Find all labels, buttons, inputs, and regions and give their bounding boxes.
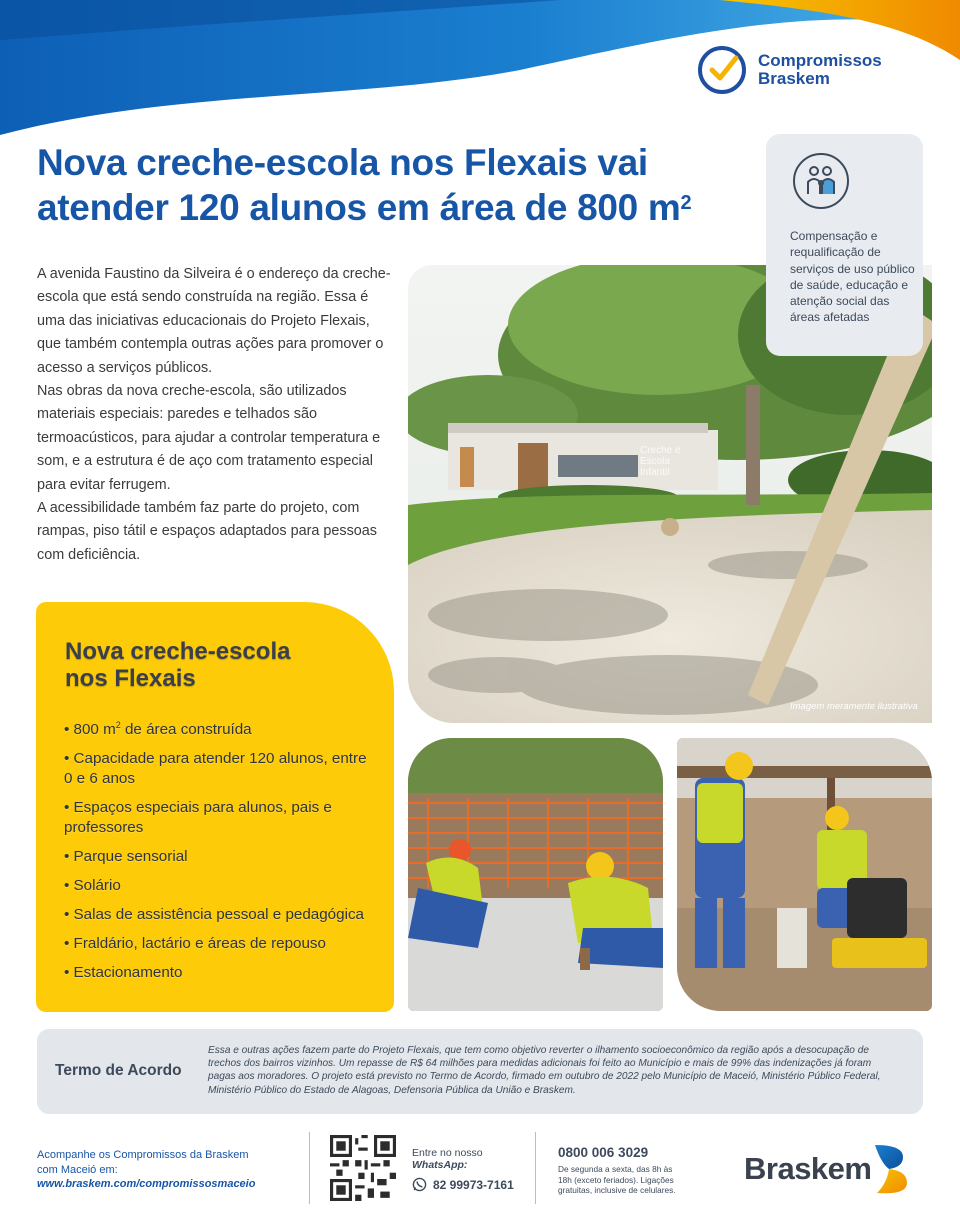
phone-hours: De segunda a sexta, das 8h às 18h (exceto feriados). Ligações gratuitas, inclusive de celulares. bbox=[558, 1164, 676, 1195]
footer-follow bbox=[37, 1148, 255, 1192]
image-caption: Imagem meramente ilustrativa bbox=[790, 701, 918, 712]
follow-line-2: com Maceió em: bbox=[37, 1163, 118, 1176]
photo-shape bbox=[847, 878, 907, 938]
photo-shape bbox=[825, 806, 849, 830]
feature-item: • Solário bbox=[64, 877, 121, 895]
whatsapp-label-1: Entre no nosso bbox=[412, 1147, 483, 1159]
photo-shape bbox=[695, 898, 717, 968]
badge-line-1: Compromissos bbox=[758, 51, 882, 70]
checkmark-circle-icon bbox=[696, 44, 748, 96]
workers-photo-left bbox=[408, 738, 663, 1011]
title-text: Nova creche-escola nos Flexais vai atender 120 alunos em área de 800 m bbox=[37, 142, 681, 228]
features-title-line-2: nos Flexais bbox=[65, 665, 196, 692]
body-paragraph-1: A avenida Faustino da Silveira é o endereço da creche-escola que está sendo construída na região. Essa é uma das iniciativas educacionais do Projeto Flexais, que também contempla outras ações para promover o acesso a serviços públicos. bbox=[37, 266, 391, 376]
title-superscript: 2 bbox=[680, 192, 692, 214]
phone-contact bbox=[558, 1145, 678, 1196]
feature-item: • Parque sensorial bbox=[64, 848, 188, 866]
website-link[interactable]: www.braskem.com/compromissosmaceio bbox=[37, 1178, 256, 1190]
follow-line-1: Acompanhe os Compromissos da Braskem bbox=[37, 1149, 249, 1161]
features-card bbox=[36, 602, 394, 1012]
braskem-logo-mark-icon bbox=[873, 1143, 911, 1195]
badge-line-2: Braskem bbox=[758, 69, 830, 88]
svg-text:Escola: Escola bbox=[640, 456, 671, 467]
family-group-icon bbox=[792, 152, 850, 210]
agreement-note: Essa e outras ações fazem parte do Projeto Flexais, que tem como objetivo reverter o ilhamento socioeconômico da região após a desocupação de trechos dos bairros vizinhos. Um repasse de R$ 64 milhões para medidas adicionais foi feito ao Município e mais de 99% das indenizações já foram pagas aos moradores. O projeto está previsto no Termo de Acordo, firmado em outubro de 2022 pelo Município de Maceió, Ministério Público Federal, Ministério Público do Estado de Alagoas, Defensoria Pública da União e Braskem. bbox=[208, 1045, 881, 1096]
whatsapp-contact bbox=[412, 1147, 514, 1192]
features-title-line-1: Nova creche-escola bbox=[65, 638, 291, 665]
body-paragraph-3: A acessibilidade também faz parte do projeto, com rampas, piso tátil e espaços adaptados para pessoas com deficiência. bbox=[37, 500, 377, 563]
workers-photo-right bbox=[677, 738, 932, 1011]
article-body bbox=[37, 263, 392, 567]
agreement-section bbox=[37, 1029, 923, 1114]
info-card bbox=[766, 134, 923, 356]
features-title bbox=[65, 638, 290, 692]
svg-text:Infantil: Infantil bbox=[640, 467, 670, 478]
photo-shape bbox=[697, 783, 743, 843]
compromissos-braskem-badge bbox=[696, 44, 882, 96]
photo-shape bbox=[832, 938, 927, 968]
feature-item: • Estacionamento bbox=[64, 964, 183, 982]
footer-divider bbox=[535, 1132, 536, 1204]
logo-wordmark: Braskem bbox=[744, 1151, 872, 1186]
feature-item: • Fraldário, lactário e áreas de repouso bbox=[64, 935, 326, 953]
photo-shape bbox=[725, 752, 753, 780]
badge-text bbox=[758, 52, 882, 88]
footer-divider bbox=[309, 1132, 310, 1204]
whatsapp-icon bbox=[412, 1177, 427, 1192]
agreement-label: Termo de Acordo bbox=[55, 1062, 182, 1079]
whatsapp-number-row[interactable] bbox=[412, 1177, 514, 1192]
info-card-text: Compensação e requalificação de serviços de uso público de saúde, educação e atenção social das áreas afetadas bbox=[790, 229, 915, 325]
photo-shape bbox=[723, 898, 745, 968]
building-sign-text: Creche e bbox=[640, 445, 681, 456]
phone-number[interactable]: 0800 006 3029 bbox=[558, 1145, 649, 1160]
whatsapp-label-2: WhatsApp: bbox=[412, 1159, 468, 1171]
features-list bbox=[64, 715, 374, 992]
feature-item: • Salas de assistência pessoal e pedagógica bbox=[64, 906, 364, 924]
feature-item: • Capacidade para atender 120 alunos, entre 0 e 6 anos bbox=[64, 750, 367, 788]
feature-item: • Espaços especiais para alunos, pais e professores bbox=[64, 799, 332, 837]
photo-shape bbox=[777, 908, 807, 968]
whatsapp-number: 82 99973-7161 bbox=[433, 1177, 514, 1192]
feature-item: • 800 $m^2$ de área construída bbox=[64, 720, 252, 739]
braskem-logo bbox=[744, 1143, 911, 1195]
qr-code-icon[interactable] bbox=[330, 1135, 396, 1201]
page-title bbox=[37, 140, 757, 230]
body-paragraph-2: Nas obras da nova creche-escola, são utilizados materiais especiais: paredes e telhados são termoacústicos, para ajudar a controlar temperatura e som, e a estrutura é de aço com tratamento especial para evitar ferrugem. bbox=[37, 383, 381, 493]
